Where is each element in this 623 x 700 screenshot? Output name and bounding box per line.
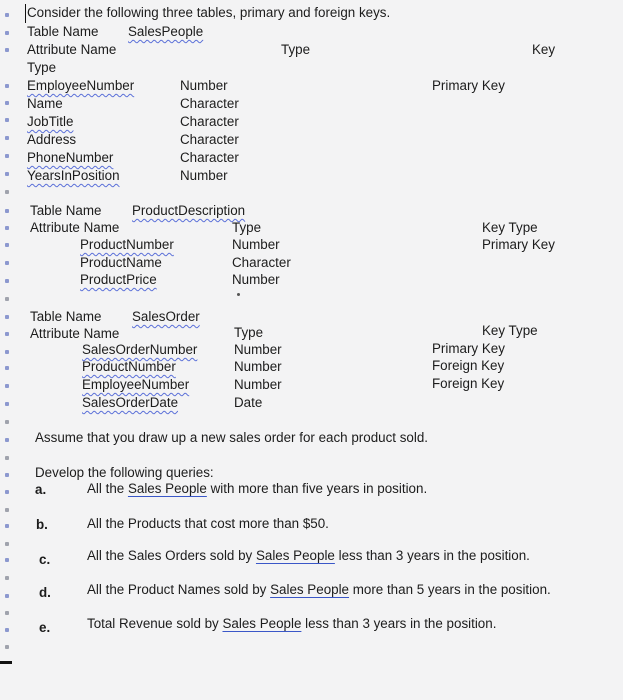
attribute-type: Character (180, 96, 239, 111)
bullet-marker (5, 243, 9, 247)
attribute-type: Character (180, 150, 239, 165)
attribute-name: EmployeeNumber (82, 377, 190, 392)
query-text (87, 516, 329, 532)
table-name: SalesPeople (128, 24, 204, 39)
sales-people-link: Sales People (127, 481, 207, 496)
key-type-header: Key Type (482, 220, 538, 235)
query-letter: b. (36, 517, 48, 532)
attribute-key: Foreign Key (432, 376, 505, 391)
attribute-name-header: Attribute Name (27, 42, 117, 57)
bullet-marker (5, 118, 9, 122)
bullet-marker (5, 297, 9, 301)
bullet-marker (5, 456, 9, 460)
attribute-name: JobTitle (27, 114, 74, 129)
query-text (87, 481, 427, 497)
left-edge-marker (0, 661, 12, 664)
stray-dot (237, 293, 240, 296)
query-text (87, 582, 551, 598)
attribute-type: Number (234, 359, 282, 374)
query-text-part: All the Sales Orders sold by (87, 548, 256, 563)
attribute-type: Character (232, 255, 291, 270)
attribute-name-header: Attribute Name (30, 326, 120, 341)
key-header: Key (532, 42, 556, 57)
attribute-name: YearsInPosition (27, 168, 120, 183)
bullet-marker (5, 438, 9, 442)
attribute-name: SalesOrderDate (82, 395, 179, 410)
query-text-part: All the Products that cost more than $50. (87, 516, 329, 531)
sales-people-link: Sales People (255, 548, 335, 563)
bullet-marker (5, 209, 9, 213)
bullet-marker (5, 136, 9, 140)
attribute-name: SalesOrderNumber (82, 342, 198, 357)
table-name-label: Table Name (30, 309, 102, 324)
text-cursor (25, 4, 26, 23)
sales-people-link: Sales People (270, 582, 350, 597)
attribute-type: Number (232, 272, 280, 287)
bullet-marker (5, 261, 9, 265)
attribute-name: ProductName (80, 255, 162, 270)
bullet-marker (5, 350, 9, 354)
query-letter: c. (39, 552, 51, 567)
bullet-marker (5, 628, 9, 632)
attribute-name: ProductNumber (82, 359, 176, 374)
table-name: ProductDescription (132, 203, 246, 218)
intro-text: Consider the following three tables, primary and foreign keys. (27, 5, 391, 20)
attribute-key: Primary Key (432, 341, 505, 356)
assumption-text: Assume that you draw up a new sales order for each product sold. (35, 430, 429, 445)
bullet-marker (5, 558, 9, 562)
attribute-key: Foreign Key (432, 358, 505, 373)
bullet-marker (5, 31, 9, 35)
attribute-type: Number (232, 237, 280, 252)
bullet-marker (5, 402, 9, 406)
attribute-key: Primary Key (482, 237, 555, 252)
bullet-marker (5, 576, 9, 580)
bullet-marker (5, 594, 9, 598)
bullet-marker (5, 84, 9, 88)
attribute-type: Character (180, 132, 239, 147)
table-name-label: Table Name (27, 24, 99, 39)
query-text-part: less than 3 years in the position. (301, 616, 497, 631)
bullet-marker (5, 366, 9, 370)
query-text-part: All the (87, 481, 128, 496)
attribute-name: Address (27, 132, 77, 147)
query-text-part: with more than five years in position. (206, 481, 428, 496)
bullet-marker (5, 101, 9, 105)
bullet-marker (5, 384, 9, 388)
attribute-type: Number (234, 377, 282, 392)
type-header: Type (281, 42, 311, 57)
bullet-marker (5, 13, 9, 17)
type-header: Type (232, 220, 262, 235)
query-letter: a. (35, 482, 47, 497)
bullet-marker (5, 226, 9, 230)
attribute-name: ProductPrice (80, 272, 157, 287)
table-name-label: Table Name (30, 203, 102, 218)
sales-people-link: Sales People (222, 616, 302, 631)
bullet-marker (5, 190, 9, 194)
queries-intro: Develop the following queries: (35, 465, 214, 480)
query-text-part: All the Product Names sold by (87, 582, 271, 597)
bullet-marker (5, 332, 9, 336)
bullet-marker (5, 172, 9, 176)
attribute-name-header: Attribute Name (30, 220, 120, 235)
type-header: Type (234, 325, 264, 340)
bullet-marker (5, 524, 9, 528)
query-text (87, 616, 496, 632)
attribute-type: Number (180, 78, 228, 93)
attribute-type: Date (234, 395, 263, 410)
bullet-marker (5, 508, 9, 512)
type-header-wrapped: Type (27, 60, 57, 75)
attribute-type: Character (180, 114, 239, 129)
attribute-name: PhoneNumber (27, 150, 114, 165)
bullet-marker (5, 542, 9, 546)
bullet-marker (5, 48, 9, 52)
attribute-name: EmployeeNumber (27, 78, 135, 93)
bullet-marker (5, 473, 9, 477)
attribute-type: Number (234, 342, 282, 357)
bullet-marker (5, 490, 9, 494)
bullet-marker (5, 645, 9, 649)
bullet-marker (5, 154, 9, 158)
attribute-name: Name (27, 96, 63, 111)
bullet-marker (5, 315, 9, 319)
key-type-header: Key Type (482, 323, 538, 338)
query-letter: e. (39, 620, 51, 635)
query-text-part: less than 3 years in the position. (334, 548, 530, 563)
table-name: SalesOrder (132, 309, 200, 324)
attribute-key: Primary Key (432, 78, 505, 93)
query-text (87, 548, 530, 564)
bullet-marker (5, 420, 9, 424)
attribute-name: ProductNumber (80, 237, 174, 252)
query-letter: d. (39, 585, 51, 600)
bullet-marker (5, 279, 9, 283)
bullet-marker (5, 611, 9, 615)
query-text-part: more than 5 years in the position. (349, 582, 551, 597)
query-text-part: Total Revenue sold by (87, 616, 223, 631)
attribute-type: Number (180, 168, 228, 183)
